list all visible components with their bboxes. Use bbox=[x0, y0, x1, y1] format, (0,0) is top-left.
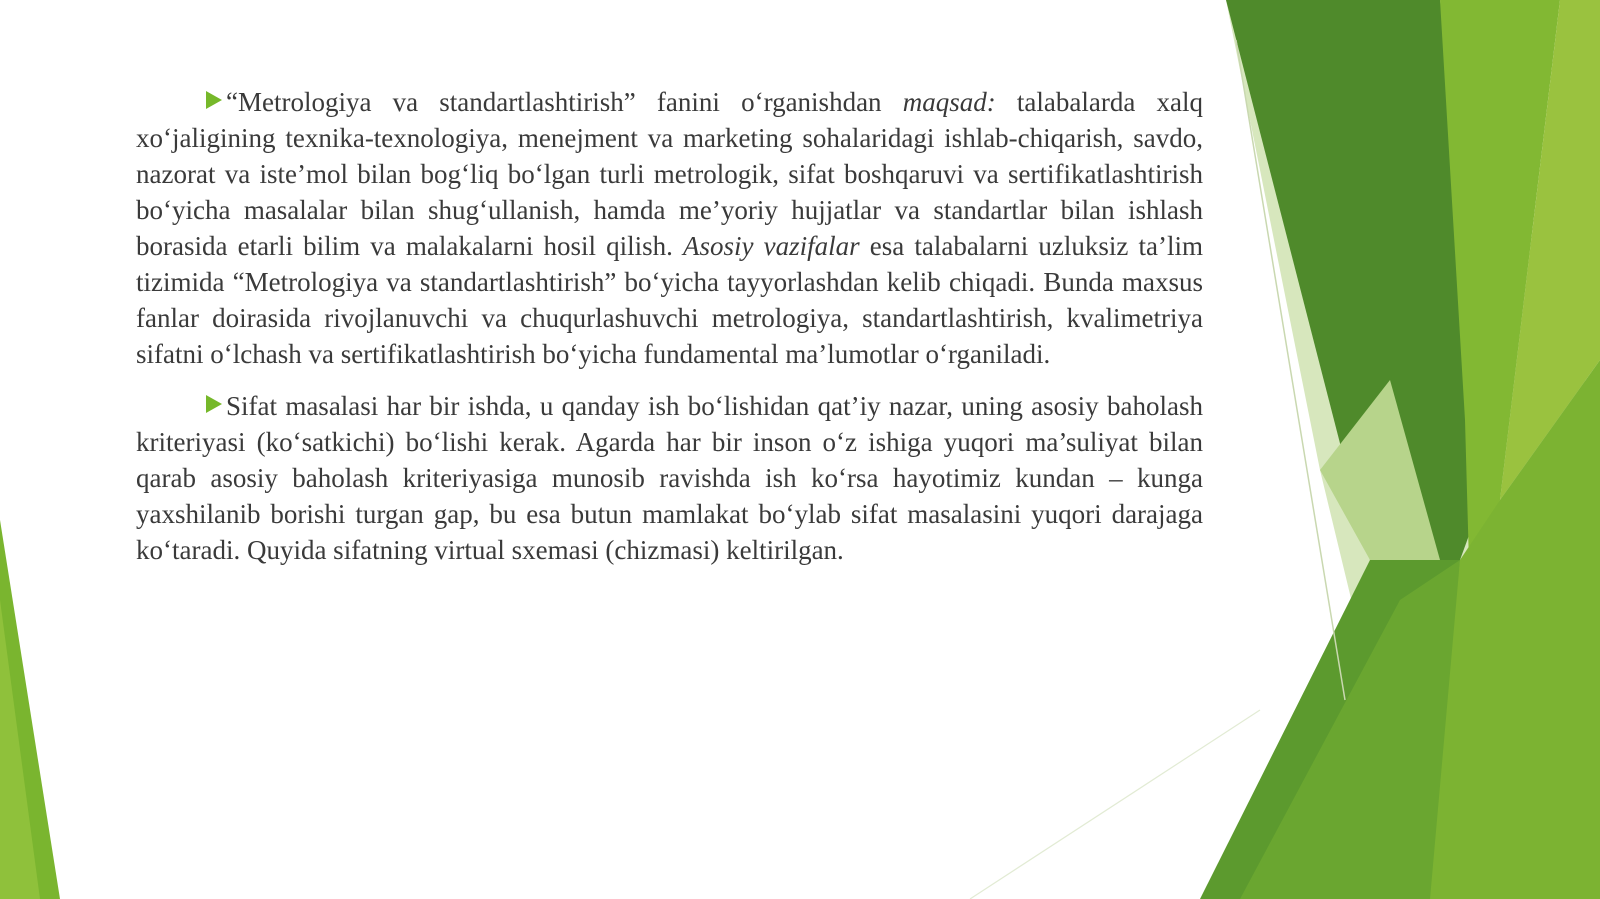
paragraph-quality bbox=[136, 388, 1203, 568]
paragraph-goal-keyword-vazifalar: Asosiy vazifalar bbox=[683, 231, 860, 261]
paragraph-goal bbox=[136, 84, 1203, 372]
triangle-bullet-icon bbox=[206, 91, 222, 109]
paragraph-goal-text-2: talabalarda xalq xo‘jaligining texnika-texnologiya, menejment va marketing sohalaridagi ishlab-chiqarish, savdo, nazorat va iste’mol bilan bog‘liq bo‘lgan turli metrologik, sifat boshqaruvi va sertifikatlashtirish bo‘yicha masalalar bilan shug‘ullanish, hamda me’yoriy hujjatlar va standartlar bilan ishlash borasida etarli bilim va malakalarni hosil qilish. bbox=[136, 87, 1203, 261]
paragraph-goal-keyword-maqsad: maqsad: bbox=[902, 87, 996, 117]
slide-body bbox=[136, 84, 1203, 584]
paragraph-goal-text-3: esa talabalarni uzluksiz ta’lim tizimida “Metrologiya va standartlashtirish” bo‘yicha tayyorlashdan kelib chiqadi. Bunda maxsus fanlar doirasida rivojlanuvchi va chuqurlashuvchi metrologiya, standartlashtirish, kvalimetriya sifatni o‘lchash va sertifikatlashtirish bo‘yicha fundamental ma’lumotlar o‘rganiladi. bbox=[136, 231, 1203, 369]
paragraph-goal-text-1: “Metrologiya va standartlashtirish” fanini o‘rganishdan bbox=[226, 87, 903, 117]
paragraph-quality-text: Sifat masalasi har bir ishda, u qanday ish bo‘lishidan qat’iy nazar, uning asosiy baholash kriteriyasi (ko‘satkichi) bo‘lishi kerak. Agarda har bir inson o‘z ishiga yuqori ma’suliyat bilan qarab asosiy baholash kriteriyasiga munosib ravishda ish ko‘rsa hayotimiz kundan – kunga yaxshilanib borishi turgan gap, bu esa butun mamlakat bo‘ylab sifat masalasini yuqori darajaga ko‘taradi. Quyida sifatning virtual sxemasi (chizmasi) keltirilgan. bbox=[136, 391, 1203, 565]
triangle-bullet-icon bbox=[206, 395, 222, 413]
